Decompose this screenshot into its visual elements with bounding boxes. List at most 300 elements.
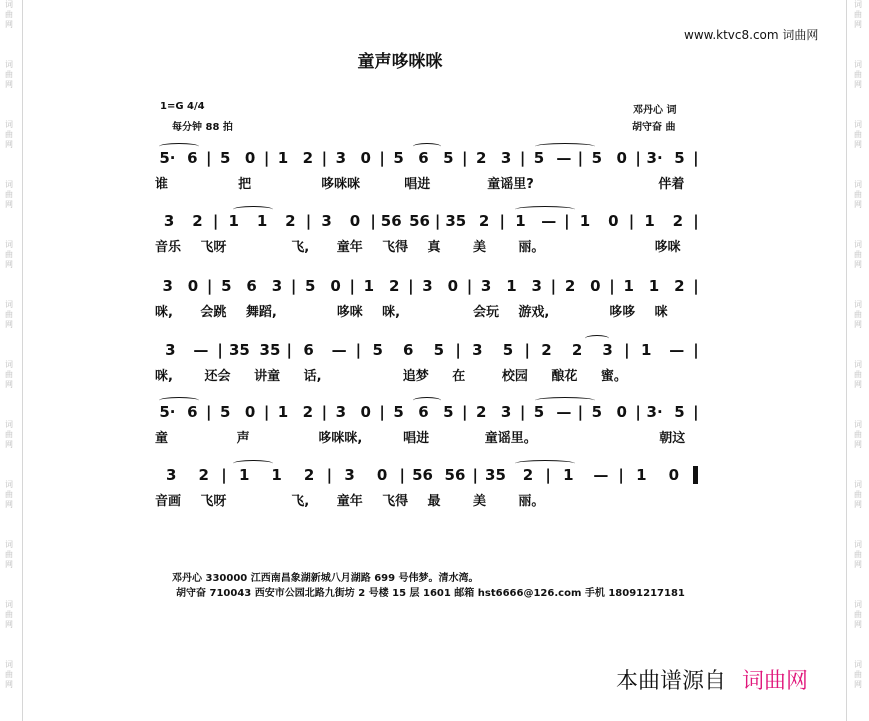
lyric-syllable: 把: [238, 176, 252, 192]
watermark-char: 网: [5, 200, 13, 209]
barline: |: [635, 149, 641, 167]
watermark-char: 曲: [854, 490, 862, 499]
note: 5: [502, 341, 514, 359]
barline: |: [693, 212, 699, 230]
note: —: [193, 341, 209, 359]
note: —: [556, 149, 572, 167]
note: 2: [571, 341, 583, 359]
note: 0: [608, 212, 619, 230]
staff-line: [155, 210, 700, 256]
note: 0: [447, 277, 458, 295]
watermark-char: 词: [854, 360, 862, 369]
barline: |: [462, 403, 468, 421]
note: 1: [644, 212, 655, 230]
note: 0: [330, 277, 341, 295]
lyric-syllable: 会跳: [200, 304, 227, 320]
note: 2: [303, 466, 315, 484]
note: 6: [303, 341, 314, 359]
note: 3: [344, 466, 355, 484]
note: 3: [162, 277, 173, 295]
note: 35: [485, 466, 506, 484]
watermark-char: 网: [854, 680, 862, 689]
lyricist-credit: 邓丹心 词: [633, 105, 677, 116]
note: 3: [335, 149, 346, 167]
watermark-cell: [3, 660, 15, 720]
note: 5: [674, 403, 685, 421]
lyric-syllable: 咪,: [155, 368, 173, 384]
barline: |: [628, 212, 635, 230]
watermark-char: 网: [5, 140, 13, 149]
note: 2: [388, 277, 400, 295]
note: 3·: [646, 403, 663, 421]
final-barline: [690, 466, 700, 485]
watermark-cell: [3, 180, 15, 240]
note: 0: [590, 277, 601, 295]
lyric-syllable: 童谣里?: [487, 176, 534, 192]
notes-row: [155, 275, 700, 297]
barline: |: [263, 149, 270, 167]
barline: |: [545, 466, 551, 484]
note: 1: [228, 212, 239, 230]
watermark-char: 词: [854, 0, 862, 9]
note: 2: [541, 341, 552, 359]
watermark-char: 曲: [5, 670, 13, 679]
barline: |: [519, 403, 526, 421]
lyric-syllable: 咪,: [382, 304, 401, 320]
note: 6: [418, 149, 429, 167]
watermark-cell: [852, 180, 864, 240]
note: 3: [500, 149, 512, 167]
note: 1: [238, 466, 250, 484]
lyric-syllable: 最: [427, 493, 441, 509]
note: 56: [444, 466, 466, 484]
note: 2: [476, 149, 487, 167]
note: 1: [271, 466, 282, 484]
watermark-char: 词: [854, 180, 862, 189]
watermark-cell: [852, 0, 864, 60]
watermark-cell: [3, 300, 15, 360]
note: 1: [648, 277, 660, 295]
watermark-char: 曲: [5, 190, 13, 199]
note: 3: [271, 277, 283, 295]
lyric-syllable: 丽。: [518, 239, 545, 255]
watermark-cell: [852, 480, 864, 540]
note: 3: [480, 277, 492, 295]
watermark-char: 曲: [854, 670, 862, 679]
watermark-char: 网: [5, 440, 13, 449]
watermark-cell: [3, 480, 15, 540]
watermark-char: 词: [5, 420, 13, 429]
lyric-syllable: 话,: [303, 368, 322, 384]
note: 1: [563, 466, 574, 484]
note: 2: [198, 466, 209, 484]
barline: |: [472, 466, 478, 484]
barline: |: [206, 149, 212, 167]
lyric-syllable: 蜜。: [600, 368, 627, 384]
note: 2: [192, 212, 203, 230]
note: 5: [393, 403, 404, 421]
barline: |: [355, 341, 362, 359]
staff-line: [155, 275, 700, 321]
barline: |: [624, 341, 630, 359]
note: —: [593, 466, 609, 484]
barline: |: [399, 466, 406, 484]
barline: |: [217, 341, 223, 359]
note: 1: [640, 341, 652, 359]
lyric-syllable: 声: [236, 430, 250, 446]
note: 1: [256, 212, 268, 230]
watermark-char: 曲: [854, 250, 862, 259]
lyric-syllable: 哆咪: [336, 304, 363, 320]
watermark-char: 词: [854, 660, 862, 669]
note: 2: [478, 212, 490, 230]
note: 5·: [159, 149, 176, 167]
barline: |: [305, 212, 312, 230]
watermark-char: 词: [854, 60, 862, 69]
lyric-syllable: 哆咪: [654, 239, 681, 255]
note: 1: [277, 403, 289, 421]
left-watermark-column: [2, 0, 16, 721]
note: —: [331, 341, 347, 359]
staff-line: [155, 147, 700, 193]
lyric-syllable: 在: [452, 368, 466, 384]
note: 2: [302, 403, 314, 421]
watermark-char: 网: [5, 620, 13, 629]
watermark-char: 词: [854, 120, 862, 129]
lyrics-row: [155, 173, 700, 191]
note: 56: [409, 212, 430, 230]
watermark-char: 网: [854, 380, 862, 389]
watermark-cell: [3, 360, 15, 420]
site-url[interactable]: www.ktvc8.com 词曲网: [684, 28, 819, 42]
note: —: [541, 212, 557, 230]
note: 5: [533, 403, 545, 421]
barline: |: [499, 212, 505, 230]
note: 0: [616, 403, 627, 421]
watermark-char: 曲: [5, 310, 13, 319]
watermark-char: 网: [5, 560, 13, 569]
note: 3: [163, 212, 175, 230]
lyric-syllable: 飞呀: [200, 239, 227, 255]
slur-mark: [233, 206, 273, 213]
note: 0: [360, 149, 371, 167]
watermark-char: 词: [5, 360, 13, 369]
watermark-char: 词: [854, 300, 862, 309]
note: 0: [187, 277, 199, 295]
watermark-char: 词: [5, 0, 13, 9]
barline: |: [263, 403, 270, 421]
lyric-syllable: 童: [155, 430, 169, 446]
watermark-char: 网: [5, 320, 13, 329]
watermark-char: 网: [5, 260, 13, 269]
watermark-char: 曲: [854, 70, 862, 79]
barline: |: [408, 277, 414, 295]
lyric-syllable: 哆咪咪,: [318, 430, 363, 446]
watermark-char: 曲: [854, 370, 862, 379]
watermark-cell: [852, 660, 864, 720]
barline: |: [321, 149, 328, 167]
note: 3: [500, 403, 512, 421]
watermark-char: 网: [854, 140, 862, 149]
watermark-char: 词: [5, 540, 13, 549]
note: 3: [531, 277, 542, 295]
watermark-cell: [3, 420, 15, 480]
lyric-syllable: 游戏,: [518, 304, 550, 320]
note: 3: [166, 466, 177, 484]
lyric-syllable: 追梦: [402, 368, 429, 384]
slur-mark: [535, 143, 595, 150]
watermark-char: 网: [854, 320, 862, 329]
watermark-char: 词: [5, 480, 13, 489]
slur-mark: [515, 206, 575, 213]
lyric-syllable: 美: [472, 239, 486, 255]
watermark-char: 曲: [854, 10, 862, 19]
lyric-syllable: 童年: [336, 239, 363, 255]
watermark-cell: [852, 600, 864, 660]
watermark-char: 网: [5, 680, 13, 689]
note: 2: [672, 212, 684, 230]
watermark-char: 词: [5, 600, 13, 609]
key-signature: 1=G 4/4: [160, 101, 205, 112]
watermark-char: 曲: [854, 430, 862, 439]
note: 0: [349, 212, 361, 230]
watermark-char: 曲: [5, 370, 13, 379]
staff-line: [155, 464, 700, 510]
note: 0: [360, 403, 371, 421]
watermark-cell: [852, 360, 864, 420]
source-brand[interactable]: 词曲网: [742, 669, 809, 694]
note: 6: [403, 341, 414, 359]
note: 1: [506, 277, 517, 295]
notes-row: [155, 210, 700, 232]
lyric-syllable: 飞得: [382, 239, 409, 255]
barline: |: [618, 466, 624, 484]
note: 5: [533, 149, 545, 167]
watermark-char: 词: [854, 480, 862, 489]
watermark-char: 网: [854, 560, 862, 569]
lyric-syllable: 丽。: [518, 493, 545, 509]
lyric-syllable: 童谣里。: [484, 430, 537, 446]
slur-mark: [159, 397, 199, 404]
watermark-char: 曲: [5, 490, 13, 499]
right-margin-line: [846, 0, 847, 721]
note: 56: [380, 212, 402, 230]
watermark-char: 词: [854, 600, 862, 609]
note: 5: [591, 403, 603, 421]
notes-row: [155, 339, 700, 361]
note: 3: [602, 341, 613, 359]
watermark-char: 网: [5, 380, 13, 389]
note: 3: [422, 277, 433, 295]
lyric-syllable: 酿花: [551, 368, 578, 384]
note: 3: [335, 403, 346, 421]
watermark-cell: [852, 60, 864, 120]
watermark-cell: [852, 240, 864, 300]
composer-address: 胡守奋 710043 西安市公园北路九街坊 2 号楼 15 层 1601 邮箱 hst6666@126.com 手机 18091217181: [176, 588, 685, 599]
note: 2: [674, 277, 685, 295]
watermark-char: 词: [854, 540, 862, 549]
slur-mark: [515, 460, 575, 467]
lyricist-address: 邓丹心 330000 江西南昌象湖新城八月湖路 699 号伟梦。清水湾。: [172, 573, 479, 584]
lyric-syllable: 真: [427, 239, 441, 255]
lyric-syllable: 会玩: [472, 304, 499, 320]
watermark-char: 网: [5, 80, 13, 89]
lyric-syllable: 咪: [654, 304, 668, 320]
watermark-char: 词: [5, 300, 13, 309]
barline: |: [550, 277, 557, 295]
note: 5: [433, 341, 444, 359]
watermark-char: 网: [854, 620, 862, 629]
watermark-char: 网: [5, 20, 13, 29]
lyric-syllable: 飞,: [291, 239, 310, 255]
lyric-syllable: 伴着: [658, 176, 685, 192]
final-barline-mark: [693, 466, 698, 484]
watermark-char: 词: [5, 660, 13, 669]
lyric-syllable: 飞呀: [200, 493, 227, 509]
lyric-syllable: 音画: [155, 493, 182, 509]
note: —: [669, 341, 685, 359]
watermark-char: 词: [854, 240, 862, 249]
note: 35: [445, 212, 467, 230]
barline: |: [609, 277, 615, 295]
barline: |: [290, 277, 297, 295]
watermark-char: 曲: [5, 130, 13, 139]
watermark-char: 曲: [854, 610, 862, 619]
lyric-syllable: 哆咪咪: [321, 176, 361, 192]
watermark-char: 词: [5, 120, 13, 129]
watermark-cell: [3, 240, 15, 300]
barline: |: [321, 403, 328, 421]
barline: |: [466, 277, 473, 295]
watermark-char: 曲: [5, 430, 13, 439]
source-prefix: 本曲谱源自: [616, 669, 727, 694]
note: 2: [564, 277, 576, 295]
watermark-char: 曲: [854, 130, 862, 139]
note: 3·: [646, 149, 663, 167]
source-note: [616, 664, 808, 695]
barline: |: [693, 277, 699, 295]
notes-row: [155, 401, 700, 423]
note: 5: [372, 341, 383, 359]
watermark-char: 词: [854, 420, 862, 429]
barline: |: [206, 403, 212, 421]
watermark-char: 网: [854, 80, 862, 89]
watermark-char: 网: [854, 20, 862, 29]
note: 6: [418, 403, 429, 421]
slur-mark: [413, 397, 441, 404]
barline: |: [379, 149, 385, 167]
note: 5·: [159, 403, 176, 421]
note: 5: [221, 277, 232, 295]
watermark-char: 曲: [5, 550, 13, 559]
watermark-char: 词: [5, 60, 13, 69]
barline: |: [635, 403, 641, 421]
note: 56: [412, 466, 433, 484]
watermark-char: 曲: [854, 550, 862, 559]
barline: |: [564, 212, 570, 230]
barline: |: [434, 212, 441, 230]
watermark-char: 网: [5, 500, 13, 509]
barline: |: [349, 277, 355, 295]
barline: |: [379, 403, 385, 421]
barline: |: [577, 403, 584, 421]
lyric-syllable: 飞得: [382, 493, 409, 509]
barline: |: [577, 149, 584, 167]
watermark-char: 曲: [854, 310, 862, 319]
note: 1: [363, 277, 375, 295]
watermark-char: 曲: [5, 10, 13, 19]
watermark-char: 曲: [5, 250, 13, 259]
barline: |: [286, 341, 292, 359]
lyric-syllable: 谁: [155, 176, 169, 192]
watermark-char: 曲: [854, 190, 862, 199]
song-title: 童声哆咪咪: [357, 52, 443, 72]
watermark-char: 词: [5, 240, 13, 249]
lyrics-row: [155, 301, 700, 319]
note: 3: [321, 212, 332, 230]
lyric-syllable: 哆哆: [609, 304, 636, 320]
watermark-char: 曲: [5, 610, 13, 619]
slur-mark: [413, 143, 441, 150]
barline: |: [693, 403, 699, 421]
barline: |: [519, 149, 526, 167]
lyrics-row: [155, 365, 700, 383]
note: 35: [228, 341, 250, 359]
note: 3: [165, 341, 176, 359]
notes-row: [155, 464, 700, 486]
composer-credit: 胡守奋 曲: [632, 122, 676, 133]
note: 6: [187, 149, 198, 167]
note: 5: [305, 277, 316, 295]
note: 5: [220, 149, 231, 167]
barline: |: [462, 149, 468, 167]
watermark-cell: [852, 540, 864, 600]
note: 35: [259, 341, 281, 359]
lyric-syllable: 飞,: [291, 493, 310, 509]
staff-line: [155, 339, 700, 385]
note: 0: [244, 403, 256, 421]
barline: |: [455, 341, 461, 359]
lyric-syllable: 还会: [204, 368, 231, 384]
note: 5: [443, 149, 454, 167]
note: 0: [244, 149, 256, 167]
slur-mark: [585, 335, 609, 342]
note: 5: [674, 149, 685, 167]
watermark-cell: [3, 120, 15, 180]
watermark-cell: [852, 300, 864, 360]
note: 2: [476, 403, 487, 421]
barline: |: [206, 277, 213, 295]
barline: |: [221, 466, 227, 484]
barline: |: [693, 341, 699, 359]
note: 2: [522, 466, 534, 484]
note: 2: [285, 212, 296, 230]
note: 5: [591, 149, 603, 167]
note: 6: [246, 277, 257, 295]
lyrics-row: [155, 427, 700, 445]
note: 5: [393, 149, 404, 167]
note: 5: [443, 403, 454, 421]
slur-mark: [159, 143, 199, 150]
lyric-syllable: 童年: [336, 493, 363, 509]
tempo-marking: 每分钟 88 拍: [172, 122, 233, 133]
barline: |: [524, 341, 530, 359]
barline: |: [326, 466, 333, 484]
watermark-char: 网: [854, 500, 862, 509]
barline: |: [693, 149, 699, 167]
barline: |: [370, 212, 376, 230]
left-margin-line: [22, 0, 23, 721]
